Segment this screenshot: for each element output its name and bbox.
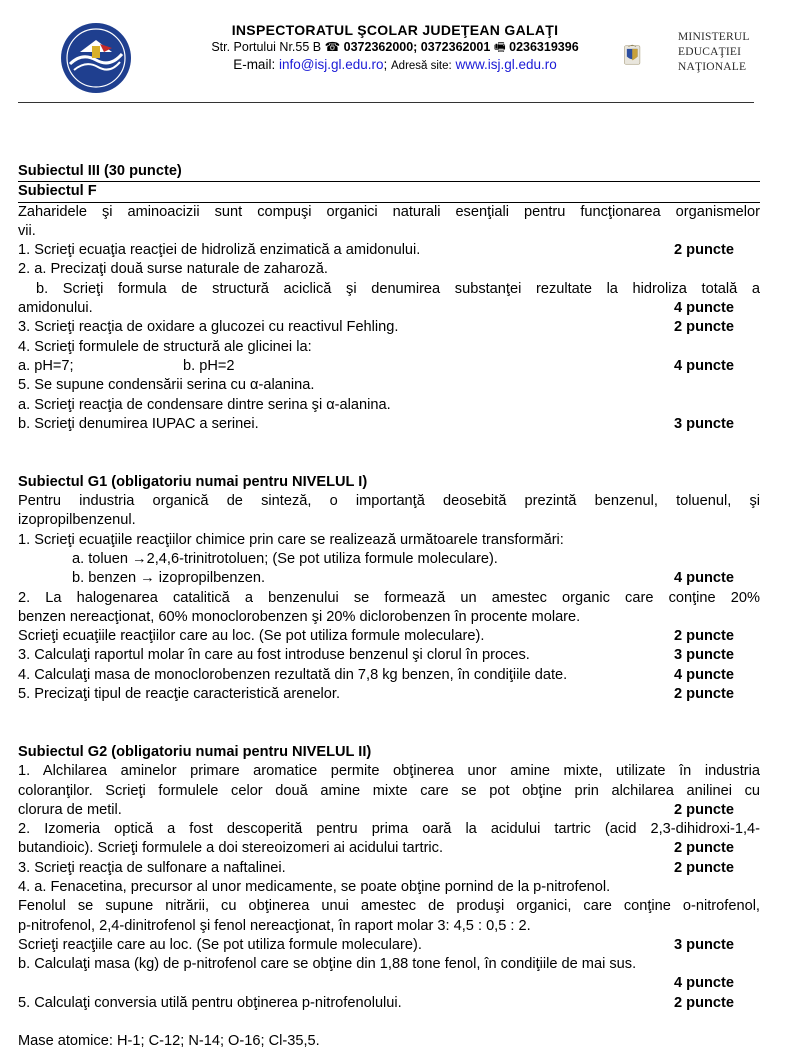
g1-intro-line-2: izopropilbenzenul. xyxy=(18,512,136,529)
g2-question-4b: b. Calculaţi masa (kg) de p-nitrofenol care se obţine din 1,88 tone fenol, în condiţiile de mai sus. xyxy=(18,956,637,973)
g2-question-4-line-4: Scrieţi reacţiile care au loc. (Se pot utiliza formule moleculare). 3 puncte xyxy=(18,936,760,955)
f-intro-line-2: vii. xyxy=(18,222,36,239)
ministry-name: MINISTERUL EDUCAŢIEI NAŢIONALE xyxy=(678,31,750,73)
g2-question-1-line-2: coloranţilor. Scrieţi formulele celor două amine mixte care se pot obţine prin alchilarea anilinei cu xyxy=(18,782,760,799)
g1-question-2-line-1: 2. La halogenarea catalitică a benzenului se formează un amestec organic care conţine 20% xyxy=(18,589,760,606)
inspectorate-name: INSPECTORATUL ŞCOLAR JUDEŢEAN GALAŢI xyxy=(231,22,559,38)
g2-question-2-line-2: butandioic). Scrieţi formulele a doi stereoizomeri ai acidului tartric. 2 puncte xyxy=(18,839,760,858)
points: 2 puncte xyxy=(674,686,735,703)
g1-question-5: 5. Precizaţi tipul de reacţie caracteristică arenelor. 2 puncte xyxy=(18,685,760,704)
g1-question-3: 3. Calculaţi raportul molar în care au fost introduse benzenul şi clorul în proces. 3 puncte xyxy=(18,646,760,665)
g2-question-1-line-1: 1. Alchilarea aminelor primare aromatice permite obţinerea unor amine mixte, utilizate în industria xyxy=(18,763,760,780)
fax-number: 0236319396 xyxy=(509,40,579,54)
f-intro-line-1: Zaharidele şi aminoacizii sunt compuşi organici naturali esenţiali pentru funcţionarea organismelor xyxy=(18,203,760,220)
points: 2 puncte xyxy=(674,801,735,818)
phone-icon: ☎ xyxy=(324,40,341,54)
phone-numbers: 0372362000; 0372362001 xyxy=(343,40,491,54)
g1-question-1a: a. toluen →2,4,6-trinitrotoluen; (Se pot utiliza formule moleculare). xyxy=(72,550,498,567)
f-question-2b-cont: amidonului. 4 puncte xyxy=(18,299,760,318)
g2-question-3: 3. Scrieţi reacţia de sulfonare a naftalinei. 2 puncte xyxy=(18,859,760,878)
header-divider xyxy=(18,102,754,103)
g1-question-4: 4. Calculaţi masa de monoclorobenzen rezultată din 7,8 kg benzen, în condiţiile date. 4 puncte xyxy=(18,666,760,685)
points: 4 puncte xyxy=(674,570,735,587)
g2-question-4-line-1: 4. a. Fenacetina, precursor al unor medicamente, se poate obţine pornind de la p-nitrofenol. xyxy=(18,878,611,895)
g1-question-2-line-3: Scrieţi ecuaţiile reacţiilor care au loc. (Se pot utiliza formule moleculare). 2 puncte xyxy=(18,627,760,646)
section-g1-title: Subiectul G1 (obligatoriu numai pentru NIVELUL I) xyxy=(18,473,368,490)
points: 2 puncte xyxy=(674,994,735,1011)
points: 4 puncte xyxy=(674,975,735,992)
f-question-5b: b. Scrieţi denumirea IUPAC a serinei. 3 puncte xyxy=(18,415,760,434)
points: 2 puncte xyxy=(674,859,735,876)
points: 2 puncte xyxy=(674,319,735,336)
points: 3 puncte xyxy=(674,647,735,664)
f-question-1: 1. Scrieţi ecuaţia reacţiei de hidroliză enzimatică a amidonului. 2 puncte xyxy=(18,241,760,260)
g2-question-2-line-1: 2. Izomeria optică a fost descoperită pentru prima oară la acidului tartric (acid 2,3-dihidroxi-1,4- xyxy=(18,821,760,838)
g2-question-1-line-3: clorura de metil. 2 puncte xyxy=(18,801,760,820)
email-link[interactable]: info@isj.gl.edu.ro xyxy=(278,57,384,72)
f-question-2b: b. Scrieţi formula de structură aciclică şi denumirea substanţei rezultate la hidroliza totală a xyxy=(36,280,760,297)
points: 2 puncte xyxy=(674,840,735,857)
section-g2-title: Subiectul G2 (obligatoriu numai pentru NIVELUL II) xyxy=(18,743,372,760)
ministry-crest xyxy=(623,25,673,85)
site-link[interactable]: www.isj.gl.edu.ro xyxy=(455,57,557,72)
points: 2 puncte xyxy=(674,242,735,259)
points: 3 puncte xyxy=(674,415,735,432)
g1-intro-line-1: Pentru industria organică de sinteză, o importanţă deosebită prezintă benzenul, toluenul, şi xyxy=(18,493,760,510)
points: 4 puncte xyxy=(674,666,735,683)
g1-question-1: 1. Scrieţi ecuaţiile reacţiilor chimice prin care se realizează următoarele transformări: xyxy=(18,531,564,548)
address: Str. Portului Nr.55 B xyxy=(211,40,322,54)
points: 2 puncte xyxy=(674,628,735,645)
exam-content xyxy=(18,162,760,1052)
points: 4 puncte xyxy=(674,300,735,317)
site-label: Adresă site: xyxy=(391,60,452,72)
atomic-masses: Mase atomice: H-1; C-12; N-14; O-16; Cl-35,5. xyxy=(18,1033,320,1050)
points: 3 puncte xyxy=(674,936,735,953)
g1-question-1b: b. benzen → izopropilbenzen. 4 puncte xyxy=(18,569,760,588)
g1-question-2-line-2: benzen nereacţionat, 60% monoclorobenzen şi 20% diclorobenzen în procente molare. xyxy=(18,608,581,625)
f-question-3: 3. Scrieţi reacţia de oxidare a glucozei cu reactivul Fehling. 2 puncte xyxy=(18,318,760,337)
g2-question-5: 5. Calculaţi conversia utilă pentru obţinerea p-nitrofenolului. 2 puncte xyxy=(18,994,760,1013)
f-question-4-options: a. pH=7; b. pH=2 4 puncte xyxy=(18,357,760,376)
fax-icon: 🖷 xyxy=(493,40,506,54)
f-question-5a: a. Scrieţi reacţia de condensare dintre serina şi α-alanina. xyxy=(18,396,391,413)
inspectorate-logo xyxy=(60,22,132,94)
g2-question-4-line-2: Fenolul se supune nitrării, cu obţinerea unui amestec de produşi organici, care conţine o-nitrofenol, xyxy=(18,898,760,915)
email-label: E-mail: xyxy=(233,57,276,72)
f-question-2a: 2. a. Precizaţi două surse naturale de zaharoză. xyxy=(18,261,328,278)
subject-title: Subiectul III (30 puncte) xyxy=(18,163,182,179)
g2-question-4-line-3: p-nitrofenol, 2,4-dinitrofenol şi fenol nereacţionat, în raport molar 3: 4,5 : 0,5 : 2. xyxy=(18,917,531,934)
f-question-5: 5. Se supune condensării serina cu α-alanina. xyxy=(18,377,315,394)
points: 4 puncte xyxy=(674,357,735,374)
f-question-4: 4. Scrieţi formulele de structură ale glicinei la: xyxy=(18,338,312,355)
section-f-title: Subiectul F xyxy=(18,181,760,202)
g2-question-4b-points xyxy=(18,974,760,993)
letterhead: INSPECTORATUL ŞCOLAR JUDEŢEAN GALAŢI Str. Portului Nr.55 B ☎ 0372362000; 0372362001 🖷 0236319396 E-mail: info@isj.gl.edu.ro; Adresă site: www.isj.gl.edu.ro MINISTERUL EDUCAŢIEI NAŢIONALE xyxy=(0,0,800,104)
